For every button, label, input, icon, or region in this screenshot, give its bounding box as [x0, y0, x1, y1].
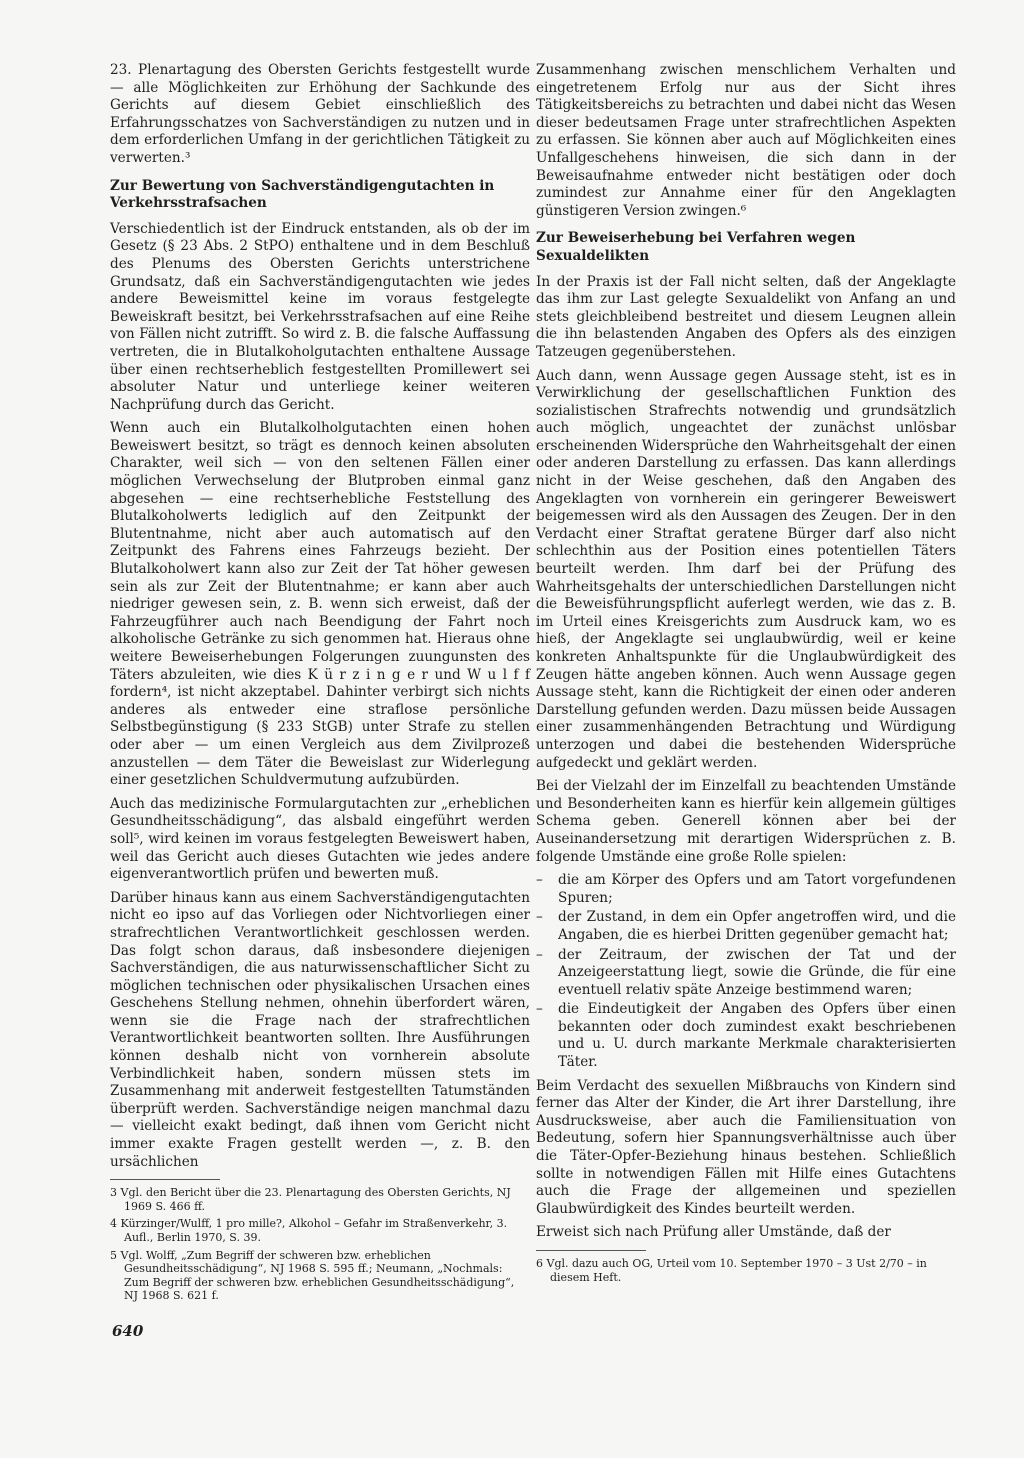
footnote-divider — [536, 1250, 646, 1251]
paragraph: Auch das medizinische Formulargutachten zur „erheblichen Gesundheitsschädigung“, das alsbald eingeführt werden soll⁵, wird keinen im voraus festgelegten Beweiswert haben, weil das Gericht auch dieses Gutachten wie jedes andere eigenverantwortlich prüfen und bewerten muß. — [110, 795, 530, 883]
list-item: – die am Körper des Opfers und am Tatort vorgefundenen Spuren; — [536, 872, 956, 907]
paragraph: Bei der Vielzahl der im Einzelfall zu beachtenden Umstände und Besonderheiten kann es hierfür kein allgemein gültiges Schema geben. Generell können aber bei der Auseinandersetzung mit derartigen Widersprüchen z. B. folgende Umstände eine große Rolle spielen: — [536, 778, 956, 865]
page-number: 640 — [112, 1322, 144, 1340]
footnote-divider — [110, 1179, 220, 1180]
paragraph: Darüber hinaus kann aus einem Sachverständigengutachten nicht eo ipso auf das Vorliegen oder Nichtvorliegen einer strafrechtlichen Verantwortlichkeit geschlossen werden. Das folgt schon daraus, daß insbesondere diejenigen Sachverständigen, die aus naturwissenschaftlicher Sicht zu möglichen technischen oder physikalischen Ursachen eines Geschehens Stellung nehmen, ohnehin überfordert wären, wenn sie die Frage nach der strafrechtlichen Verantwortlichkeit beantworten sollten. Ihre Ausführungen können deshalb nicht von vornherein absolute Verbindlichkeit haben, sondern müssen stets im Zusammenhang mit anderweit festgestellten Tatumständen überprüft werden. Sachverständige neigen manchmal dazu — vielleicht exakt bedingt, daß ihnen vom Gericht nicht immer exakte Fragen gestellt werden —, z. B. den ursächlichen — [110, 889, 530, 1170]
footnote: 6 Vgl. dazu auch OG, Urteil vom 10. September 1970 – 3 Ust 2/70 – in diesem Heft. — [536, 1257, 927, 1284]
paragraph: Wenn auch ein Blutalkolholgutachten einen hohen Beweiswert besitzt, so trägt es dennoch keinen absoluten Charakter, weil sich — von den seltenen Fällen einer möglichen Verwechselung der Blutproben einmal ganz abgesehen — eine rechtserhebliche Feststellung des Blutalkoholwerts lediglich auf den Zeitpunkt der Blutentnahme, nicht aber auch automatisch auf den Zeitpunkt des Fahrens eines Fahrzeugs bezieht. Der Blutalkoholwert kann also zur Zeit der Tat höher gewesen sein als zur Zeit der Blutentnahme; er kann aber auch niedriger gewesen sein, z. B. wenn sich erweist, daß der Fahrzeugführer auch nach Beendigung der Fahrt noch alkoholische Getränke zu sich genommen hat. Hieraus ohne weitere Beweiserhebungen Folgerungen zuungunsten des Täters abzuleiten, wie dies K ü r z i n g e r und W u l f f fordern⁴, ist nicht akzeptabel. Dahinter verbirgt sich nichts anderes als entweder eine straflose persönliche Selbstbegünstigung (§ 233 StGB) unter Strafe zu stellen oder aber — um einen Vergleich aus dem Zivilprozeß anzustellen — dem Täter die Beweislast zur Widerlegung einer gesetzlichen Schuldvermutung aufzubürden. — [110, 420, 530, 789]
footnote: 3 Vgl. den Bericht über die 23. Plenartagung des Obersten Gerichts, NJ 1969 S. 466 ff. — [110, 1186, 511, 1213]
footnote: 4 Kürzinger/Wulff, 1 pro mille?, Alkohol – Gefahr im Straßenverkehr, 3. Aufl., Berlin 1970, S. 39. — [110, 1217, 508, 1244]
section-heading: Zur Bewertung von Sachverständigengutachten in Verkehrsstrafsachen — [110, 177, 495, 212]
paragraph: Beim Verdacht des sexuellen Mißbrauchs von Kindern sind ferner das Alter der Kinder, die Art ihrer Darstellung, ihre Ausdrucksweise, aber auch die Familiensituation von Bedeutung, sofern hier Spannungsverhältnisse auch über die Täter-Opfer-Beziehung hinaus bestehen. Schließlich sollte in notwendigen Fällen mit Hilfe eines Gutachtens auch die Frage der allgemeinen und speziellen Glaubwürdigkeit des Kindes beurteilt werden. — [536, 1077, 956, 1217]
paragraph: Verschiedentlich ist der Eindruck entstanden, als ob der im Gesetz (§ 23 Abs. 2 StPO) enthaltene und in dem Beschluß des Plenums des Obersten Gerichts unterstrichene Grundsatz, daß ein Sachverständigengutachten wie jedes andere Beweismittel keine im voraus festgelegte Beweiskraft besitzt, bei Verkehrsstrafsachen auf eine Reihe von Fällen nicht zutrifft. So wird z. B. die falsche Auffassung vertreten, die in Blutalkoholgutachten enthaltene Aussage über einen rechtserheblich festgestellten Promillewert sei absoluter Natur und unterliege keiner weiteren Nachprüfung durch das Gericht. — [110, 220, 530, 413]
left-column — [110, 62, 530, 1307]
paragraph: Zusammenhang zwischen menschlichem Verhalten und eingetretenem Erfolg nur aus der Sicht ihres Tätigkeitsbereichs zu betrachten und dabei nicht das Wesen dieser bedeutsamen Frage unter strafrechtlichen Aspekten zu erfassen. Sie können aber auch auf Möglichkeiten eines Unfallgeschehens hinweisen, die sich dann in der Beweisaufnahme entweder nicht bestätigen oder doch zumindest zur Annahme einer für den Angeklagten günstigeren Version zwingen.⁶ — [536, 62, 956, 219]
paragraph: 23. Plenartagung des Obersten Gerichts festgestellt wurde — alle Möglichkeiten zur Erhöhung der Sachkunde des Gerichts auf diesem Gebiet einschließlich des Erfahrungsschatzes von Sachverständigen zu nutzen und in dem erforderlichen Umfang in der gerichtlichen Tätigkeit zu verwerten.³ — [110, 62, 530, 166]
list-item: – der Zustand, in dem ein Opfer angetroffen wird, und die Angaben, die es hierbei Dritten gegenüber gemacht hat; — [536, 909, 956, 944]
dash-list — [536, 872, 956, 1072]
right-column — [536, 62, 956, 1288]
footnote: 5 Vgl. Wolff, „Zum Begriff der schweren bzw. erheblichen Gesundheitsschädigung“, NJ 1968 S. 595 ff.; Neumann, „Nochmals: Zum Begriff der schweren bzw. erheblichen Gesundheitsschädigung“, NJ 1968 S. 621 f. — [110, 1248, 515, 1303]
paragraph: Auch dann, wenn Aussage gegen Aussage steht, ist es in Verwirklichung der gesellschaftlichen Funktion des sozialistischen Strafrechts notwendig und grundsätzlich auch möglich, ungeachtet der zunächst unlösbar erscheinenden Widersprüche den Wahrheitsgehalt der einen oder anderen Darstellung zu erfassen. Das kann allerdings nicht in der Weise geschehen, daß den Angaben des Angeklagten von vornherein ein geringerer Beweiswert beigemessen wird als den Aussagen des Zeugen. Der in den Verdacht einer Straftat geratene Bürger darf also nicht schlechthin aus der Position eines potentiellen Täters beurteilt werden. Ihm darf bei der Prüfung des Wahrheitsgehalts der unterschiedlichen Darstellungen nicht die Beweisführungspflicht auferlegt werden, wie das z. B. im Urteil eines Kreisgerichts zum Ausdruck kam, wo es hieß, der Angeklagte sei unglaubwürdig, weil er keine konkreten Anhaltspunkte für die Unglaubwürdigkeit des Zeugen hätte angeben können. Auch wenn Aussage gegen Aussage steht, kann die Richtigkeit der einen oder anderen Darstellung gefunden werden. Dazu müssen beide Aussagen einer zusammenhängenden Betrachtung und Würdigung unterzogen und dabei die bestehenden Widersprüche aufgedeckt und geklärt werden. — [536, 367, 956, 771]
section-heading: Zur Beweiserhebung bei Verfahren wegen Sexualdelikten — [536, 230, 856, 264]
paragraph: In der Praxis ist der Fall nicht selten, daß der Angeklagte das ihm zur Last gelegte Sexualdelikt von Anfang an und stets gleichbleibend bestreitet und diesem Leugnen allein die ihn belastenden Angaben des Opfers als des einzigen Tatzeugen gegenüberstehen. — [536, 273, 956, 360]
paragraph: Erweist sich nach Prüfung aller Umstände, daß der — [536, 1224, 891, 1241]
list-item: – die Eindeutigkeit der Angaben des Opfers über einen bekannten oder doch zumindest exakt beschriebenen und u. U. durch markante Merkmale charakterisierten Täter. — [536, 1001, 956, 1071]
list-item: – der Zeitraum, der zwischen der Tat und der Anzeigeerstattung liegt, sowie die Gründe, die für eine eventuell relativ späte Anzeige bestimmend waren; — [536, 947, 956, 1000]
